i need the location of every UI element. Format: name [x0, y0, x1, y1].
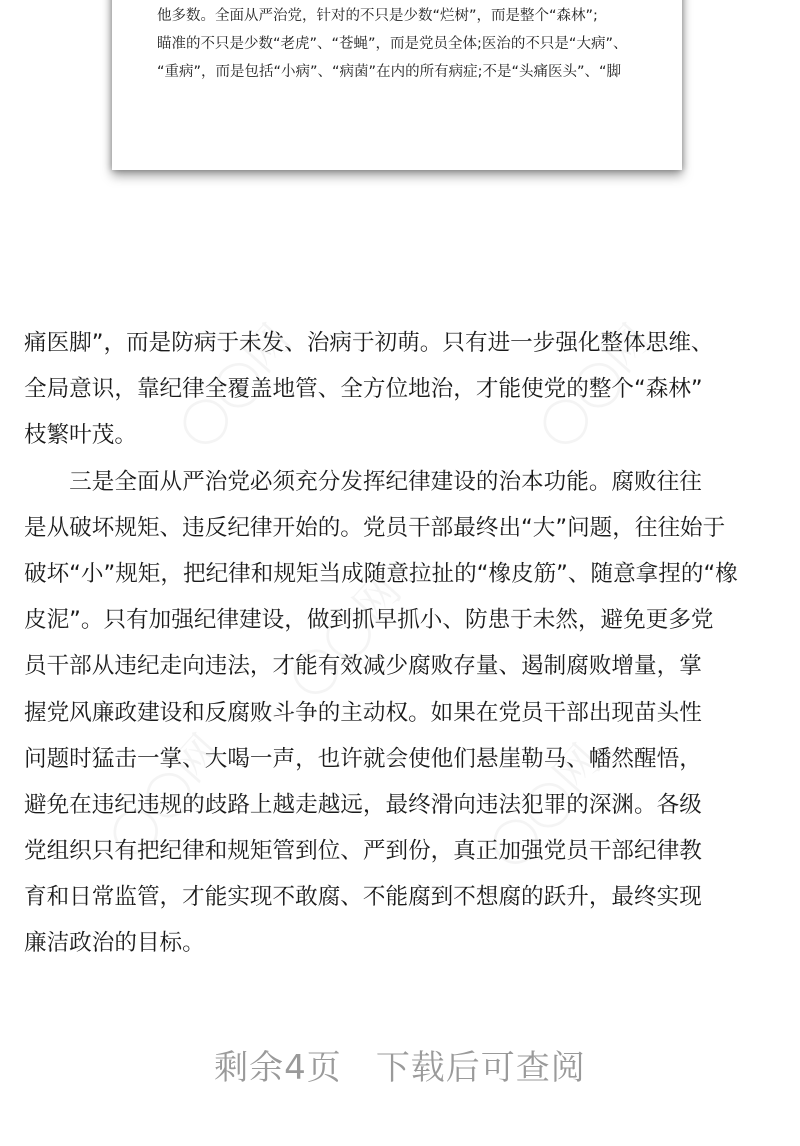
body-line: 员干部从违纪走向违法，才能有效减少腐败存量、遏制腐败增量，掌	[24, 653, 702, 680]
body-line: 枝繁叶茂。	[24, 422, 137, 449]
body-line: 问题时猛击一掌、大喝一声，也许就会使他们悬崖勒马、幡然醒悟，	[24, 745, 702, 772]
body-line: 破坏“小”规矩，把纪律和规矩当成随意拉扯的“橡皮筋”、随意拿捏的“橡	[24, 560, 738, 587]
body-line: 痛医脚”，而是防病于未发、治病于初萌。只有进一步强化整体思维、	[24, 330, 714, 356]
body-line: 是从破坏规矩、违反纪律开始的。党员干部最终出“大”问题，往往始于	[24, 514, 726, 541]
card-text-line: 他多数。全面从严治党，针对的不只是少数“烂树”，而是整个“森林”;	[157, 8, 598, 24]
document-body	[24, 320, 780, 967]
page-preview-card	[112, 0, 682, 170]
body-line: 避免在违纪违规的歧路上越走越远，最终滑向违法犯罪的深渊。各级	[24, 791, 702, 818]
body-line: 握党风廉政建设和反腐败斗争的主动权。如果在党员干部出现苗头性	[24, 699, 702, 726]
download-to-view-link[interactable]: 下载后可查阅	[375, 1048, 586, 1088]
body-line: 全局意识，靠纪律全覆盖地管、全方位地治，才能使党的整个“森林”	[24, 376, 703, 403]
card-text-line: 瞄准的不只是少数“老虎”、“苍蝇”，而是党员全体;医治的不只是“大病”、	[157, 36, 628, 52]
download-prompt[interactable]	[0, 1040, 800, 1089]
body-line: 皮泥”。只有加强纪律建设，做到抓早抓小、防患于未然，避免更多党	[24, 607, 714, 634]
remaining-pages-label[interactable]: 剩余4页	[214, 1048, 342, 1088]
card-text-block	[157, 2, 657, 86]
card-text-line: “重病”，而是包括“小病”、“病菌”在内的所有病症;不是“头痛医头”、“脚	[157, 64, 621, 80]
body-line: 党组织只有把纪律和规矩管到位、严到份，真正加强党员干部纪律教	[24, 838, 702, 865]
body-line: 育和日常监管，才能实现不敢腐、不能腐到不想腐的跃升，最终实现	[24, 884, 702, 911]
body-line: 三是全面从严治党必须充分发挥纪律建设的治本功能。腐败往往	[24, 468, 702, 495]
body-line: 廉洁政治的目标。	[24, 930, 205, 957]
